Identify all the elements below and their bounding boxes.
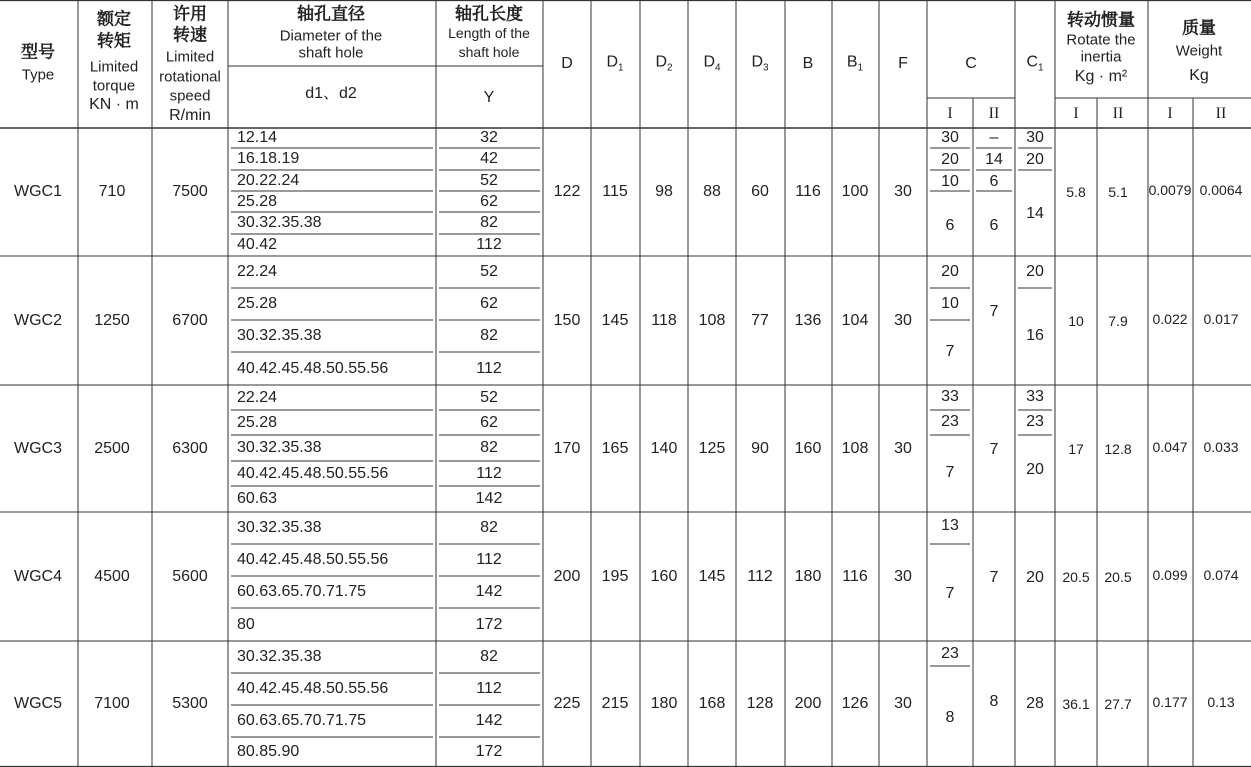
c-ii-value: 14 xyxy=(985,151,1003,168)
shaft-diameter: 60.63.65.70.71.75 xyxy=(237,583,367,600)
c-ii-value: 7 xyxy=(989,303,999,320)
c-i-value: 33 xyxy=(941,388,959,405)
row-d: 225 xyxy=(553,695,581,712)
header-col-d: D xyxy=(561,55,573,72)
row-d: 170 xyxy=(553,439,581,457)
c-i-value: 7 xyxy=(945,464,955,481)
row-weight-1: 0.047 xyxy=(1152,438,1188,455)
shaft-diameter: 30.32.35.38 xyxy=(237,214,322,231)
c-ii-value: 6 xyxy=(989,173,999,190)
shaft-diameter: 25.28 xyxy=(237,192,278,210)
header-torque-cn2: 转矩 xyxy=(97,31,131,51)
row-weight-1: 0.0079 xyxy=(1148,182,1192,198)
shaft-diameter: 16.18.19 xyxy=(237,150,300,167)
shaft-length: 112 xyxy=(476,236,502,253)
header-inertia-roman-2: II xyxy=(1112,105,1124,122)
row-b: 160 xyxy=(794,439,822,457)
shaft-diameter: 60.63 xyxy=(237,490,278,507)
shaft-diameter: 60.63.65.70.71.75 xyxy=(237,712,367,729)
row-d3: 60 xyxy=(751,183,769,200)
shaft-length: 112 xyxy=(476,464,502,482)
row-weight-2: 0.13 xyxy=(1207,694,1235,710)
row-d2: 140 xyxy=(650,439,678,457)
c1-value: 20 xyxy=(1026,461,1044,478)
header-weight-unit: Kg xyxy=(1189,67,1209,84)
row-d2: 180 xyxy=(650,695,678,712)
row-torque: 4500 xyxy=(94,567,130,585)
row-inertia-2: 7.9 xyxy=(1108,312,1128,329)
row-weight-2: 0.0064 xyxy=(1199,182,1243,198)
c-ii-value: 6 xyxy=(989,217,999,234)
row-d1: 115 xyxy=(602,183,628,200)
shaft-length: 142 xyxy=(475,712,503,729)
row-weight-2: 0.074 xyxy=(1203,566,1239,583)
row-d4: 168 xyxy=(698,695,726,712)
header-speed-en3: speed xyxy=(169,87,211,105)
c-i-value: 6 xyxy=(945,217,955,234)
row-type: WGC2 xyxy=(14,311,62,329)
shaft-diameter: 80 xyxy=(237,615,255,633)
c1-value: 14 xyxy=(1026,205,1044,222)
header-col-b: B xyxy=(802,55,814,72)
shaft-length: 62 xyxy=(480,192,498,210)
row-torque: 7100 xyxy=(94,695,130,712)
row-inertia-2: 12.8 xyxy=(1104,440,1132,457)
c-i-value: 10 xyxy=(941,173,959,190)
row-f: 30 xyxy=(894,311,912,329)
c1-value: 20 xyxy=(1026,569,1044,586)
header-inertia-roman-1: I xyxy=(1073,105,1079,122)
row-weight-2: 0.033 xyxy=(1203,438,1239,455)
row-d2: 98 xyxy=(655,183,673,200)
c1-value: 28 xyxy=(1026,695,1044,712)
header-type-en: Type xyxy=(21,66,55,84)
row-inertia-1: 5.8 xyxy=(1066,184,1086,200)
header-col-f: F xyxy=(898,55,908,72)
row-inertia-1: 20.5 xyxy=(1062,568,1090,585)
c1-value: 30 xyxy=(1026,129,1044,146)
row-speed: 5300 xyxy=(172,695,208,712)
header-col-b1: $B_1$ xyxy=(846,53,864,74)
shaft-length: 112 xyxy=(476,551,502,568)
row-d1: 145 xyxy=(601,311,629,329)
shaft-length: 82 xyxy=(480,519,498,536)
c-i-value: 8 xyxy=(945,709,955,726)
shaft-diameter: 22.24 xyxy=(237,388,278,406)
shaft-diameter: 20.22.24 xyxy=(237,171,300,189)
row-f: 30 xyxy=(894,439,912,457)
row-d4: 88 xyxy=(703,183,721,200)
row-weight-1: 0.099 xyxy=(1152,566,1188,583)
shaft-length: 142 xyxy=(475,583,503,600)
shaft-length: 172 xyxy=(475,743,503,760)
row-weight-1: 0.177 xyxy=(1152,694,1188,710)
header-inertia-en2: inertia xyxy=(1080,48,1122,66)
row-d4: 125 xyxy=(698,439,726,457)
c-ii-value: 8 xyxy=(989,693,999,710)
row-f: 30 xyxy=(894,183,912,200)
row-b: 180 xyxy=(794,567,822,585)
c1-value: 20 xyxy=(1026,151,1044,168)
header-torque-en2: torque xyxy=(92,77,136,95)
header-length-cn: 轴孔长度 xyxy=(455,4,523,24)
header-diameter-cn: 轴孔直径 xyxy=(297,4,365,24)
shaft-length: 62 xyxy=(480,413,498,431)
c-i-value: 23 xyxy=(941,645,959,662)
shaft-length: 42 xyxy=(480,150,498,167)
row-torque: 710 xyxy=(98,183,126,200)
row-b: 136 xyxy=(794,311,822,329)
row-torque: 2500 xyxy=(94,439,130,457)
row-inertia-2: 27.7 xyxy=(1104,696,1132,712)
row-b: 116 xyxy=(795,183,821,200)
row-d3: 112 xyxy=(747,567,773,585)
row-speed: 7500 xyxy=(172,183,208,200)
row-type: WGC3 xyxy=(14,439,62,457)
row-d3: 77 xyxy=(751,311,769,329)
c-ii-value: 7 xyxy=(989,441,999,458)
row-d2: 160 xyxy=(650,567,678,585)
shaft-length: 52 xyxy=(480,263,498,280)
header-weight-roman-2: II xyxy=(1215,105,1227,122)
shaft-length: 52 xyxy=(480,388,498,406)
row-b1: 116 xyxy=(842,567,868,585)
header-c-roman-1: I xyxy=(947,105,953,122)
shaft-diameter: 40.42.45.48.50.55.56 xyxy=(237,359,389,377)
shaft-diameter: 22.24 xyxy=(237,263,278,280)
shaft-diameter: 30.32.35.38 xyxy=(237,648,322,665)
shaft-diameter: 25.28 xyxy=(237,295,278,312)
header-length-en1: Length of the xyxy=(448,25,530,41)
row-b1: 100 xyxy=(841,183,869,200)
c1-value: 16 xyxy=(1026,327,1044,344)
row-torque: 1250 xyxy=(94,311,130,329)
row-type: WGC4 xyxy=(14,567,62,585)
c1-value: 33 xyxy=(1026,388,1044,405)
shaft-diameter: 30.32.35.38 xyxy=(237,439,322,456)
header-torque-en1: Limited xyxy=(89,58,139,76)
row-d4: 108 xyxy=(698,311,726,329)
c-i-value: 13 xyxy=(941,517,959,534)
shaft-length: 142 xyxy=(475,490,503,507)
row-b1: 104 xyxy=(841,311,869,329)
header-c-roman-2: II xyxy=(988,105,1000,122)
header-torque-unit: KN · m xyxy=(89,96,139,113)
header-speed-cn: 许用 xyxy=(173,4,207,24)
row-inertia-1: 36.1 xyxy=(1062,696,1090,712)
row-weight-2: 0.017 xyxy=(1203,310,1239,327)
shaft-length: 112 xyxy=(476,680,502,697)
c-i-value: 20 xyxy=(941,151,959,168)
shaft-length: 62 xyxy=(480,295,498,312)
header-col-c: C xyxy=(965,55,977,72)
header-diameter-sub: d1、d2 xyxy=(305,85,357,102)
row-d3: 128 xyxy=(746,695,774,712)
header-inertia-en1: Rotate the xyxy=(1066,31,1136,49)
shaft-diameter: 25.28 xyxy=(237,413,278,431)
c1-value: 20 xyxy=(1026,263,1044,280)
c-i-value: 30 xyxy=(941,129,959,146)
c-ii-value: 7 xyxy=(989,569,999,586)
c-i-value: 20 xyxy=(941,263,959,280)
row-inertia-2: 5.1 xyxy=(1108,184,1128,200)
row-d1: 195 xyxy=(601,567,629,585)
row-d1: 165 xyxy=(601,439,629,457)
header-inertia-cn: 转动惯量 xyxy=(1067,10,1135,30)
row-b1: 108 xyxy=(841,439,869,457)
shaft-diameter: 12.14 xyxy=(237,129,278,146)
shaft-length: 82 xyxy=(480,648,498,665)
row-inertia-1: 17 xyxy=(1068,440,1084,457)
shaft-length: 82 xyxy=(480,214,498,231)
header-speed-unit: R/min xyxy=(169,107,211,124)
shaft-length: 172 xyxy=(475,615,503,633)
header-col-c1: $C_1$ xyxy=(1026,53,1044,74)
c-i-value: 10 xyxy=(941,295,959,312)
row-weight-1: 0.022 xyxy=(1152,310,1188,327)
shaft-diameter: 30.32.35.38 xyxy=(237,519,322,536)
row-type: WGC1 xyxy=(14,183,62,200)
header-torque-cn: 额定 xyxy=(97,9,131,29)
header-length-en2: shaft hole xyxy=(458,44,520,60)
c-i-value: 7 xyxy=(945,343,955,360)
shaft-length: 52 xyxy=(480,171,498,189)
shaft-diameter: 80.85.90 xyxy=(237,743,300,760)
c-i-value: 7 xyxy=(945,585,955,602)
header-speed-en2: rotational xyxy=(159,68,221,86)
row-inertia-2: 20.5 xyxy=(1104,568,1132,585)
shaft-length: 82 xyxy=(480,439,498,456)
header-type-cn: 型号 xyxy=(21,42,55,62)
shaft-length: 82 xyxy=(480,327,498,344)
shaft-length: 32 xyxy=(480,129,498,146)
header-col-d1: $D_1$ xyxy=(606,53,624,74)
shaft-diameter: 40.42.45.48.50.55.56 xyxy=(237,464,389,482)
header-speed-cn2: 转速 xyxy=(173,25,207,45)
row-d4: 145 xyxy=(698,567,726,585)
header-col-d2: $D_2$ xyxy=(655,53,673,74)
header-col-d4: $D_4$ xyxy=(703,53,721,74)
row-d: 150 xyxy=(553,311,581,329)
header-weight-cn: 质量 xyxy=(1182,18,1216,38)
shaft-diameter: 40.42.45.48.50.55.56 xyxy=(237,551,389,568)
row-b1: 126 xyxy=(841,695,869,712)
row-inertia-1: 10 xyxy=(1068,312,1084,329)
row-d2: 118 xyxy=(651,311,677,329)
row-speed: 6700 xyxy=(172,311,208,329)
header-inertia-unit: Kg · m² xyxy=(1074,68,1128,85)
row-d3: 90 xyxy=(751,439,769,457)
header-diameter-en2: shaft hole xyxy=(298,44,364,62)
header-col-d3: $D_3$ xyxy=(751,53,769,74)
row-d: 200 xyxy=(553,567,581,585)
row-speed: 6300 xyxy=(172,439,208,457)
row-f: 30 xyxy=(894,695,912,712)
c-ii-value: – xyxy=(989,129,999,146)
header-diameter-en1: Diameter of the xyxy=(279,27,383,45)
row-b: 200 xyxy=(794,695,822,712)
header-length-sub: Y xyxy=(483,89,495,106)
header-weight-en: Weight xyxy=(1175,42,1223,60)
shaft-diameter: 40.42 xyxy=(237,236,278,253)
row-d1: 215 xyxy=(601,695,629,712)
c-i-value: 23 xyxy=(941,413,959,430)
header-speed-en1: Limited xyxy=(165,48,215,66)
shaft-length: 112 xyxy=(476,359,502,377)
row-f: 30 xyxy=(894,567,912,585)
c1-value: 23 xyxy=(1026,413,1044,430)
row-speed: 5600 xyxy=(172,567,208,585)
row-d: 122 xyxy=(553,183,581,200)
row-type: WGC5 xyxy=(14,695,62,712)
shaft-diameter: 40.42.45.48.50.55.56 xyxy=(237,680,389,697)
header-weight-roman-1: I xyxy=(1167,105,1173,122)
shaft-diameter: 30.32.35.38 xyxy=(237,327,322,344)
